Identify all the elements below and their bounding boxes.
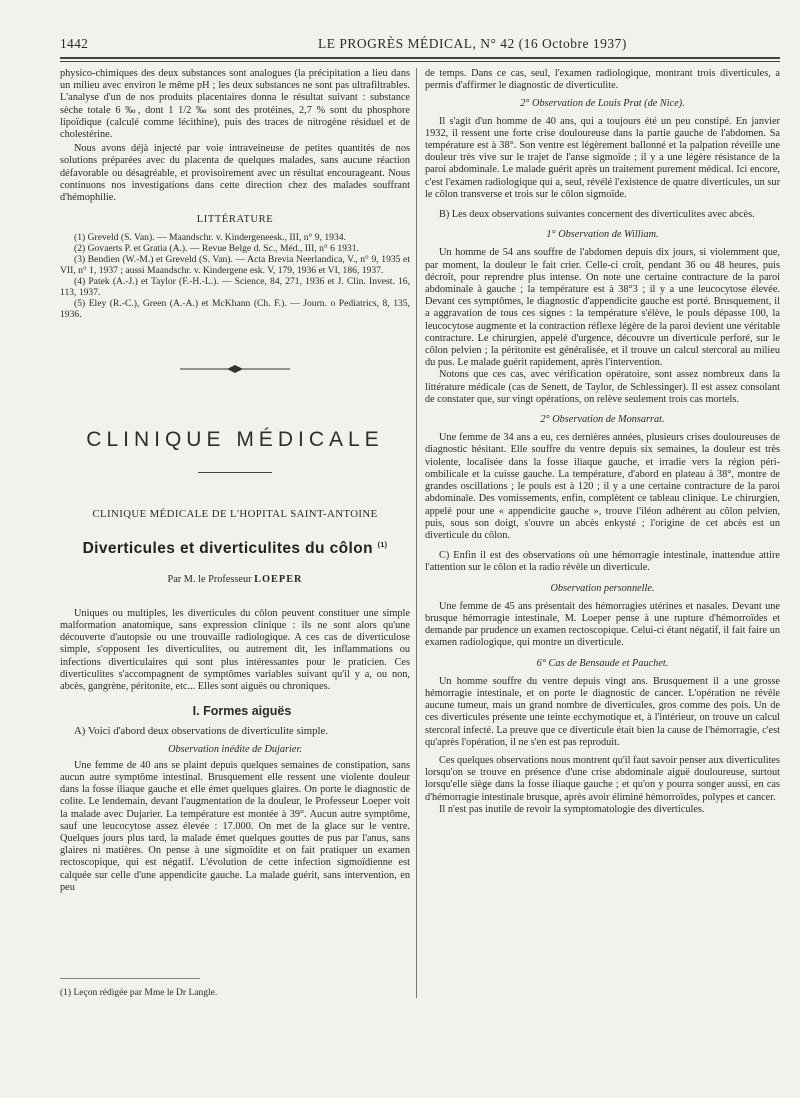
title-footnote-mark: (1): [377, 542, 388, 550]
paragraph: physico-chimiques des deux substances sont analogues (la précipitation a lieu dans un milieu avec environ le même pH ; les deux substances ne sont pas ultrafiltrables. L'analyse d'un de nos produits placentaires donna le résultat suivant : substance sèche totale 6 ‰, dont 1 1/2 ‰ sont des protéines, 2,7 % sont du phosphore lipoïdique (calculé comme lécithine), puis des traces de nitrogène résiduel et de cholestérine.: [60, 68, 410, 141]
running-header: [60, 36, 780, 58]
literature-heading: LITTÉRATURE: [196, 214, 274, 226]
section-title: I. Formes aiguës: [192, 704, 292, 719]
article-title: [60, 540, 410, 558]
observation-title: 1° Observation de William.: [546, 229, 659, 241]
subsection-line: A) Voici d'abord deux observations de diverticulite simple.: [74, 725, 329, 738]
footnote: (1) Leçon rédigée par Mme le Dr Langle.: [60, 988, 218, 998]
observation-title: 2° Observation de Louis Prat (de Nice).: [520, 98, 685, 110]
observation-text: Une femme de 45 ans présentait des hémorragies utérines et nasales. Devant une brusque hémorragie intestinale, M. Loeper pense à une rupture d'hémorroïdes et demande par prudence un examen rectoscopique. Celui-ci étant négatif, il fait faire un examen radiologique, qui montre un diverticule.: [425, 600, 780, 649]
observation-title: 6° Cas de Bensaude et Pauchet.: [536, 657, 669, 669]
paragraph: Nous avons déjà injecté par voie intraveineuse de petites quantités de nos solutions préparées avec du placenta de quelques malades, sans aucune réaction défavorable ou désagréable, et provisoirement avec un résultat encourageant. Nous continuons nos investigations dans cette direction chez des malades souffrant d'hémophilie.: [60, 143, 410, 204]
reference-item: (2) Govaerts P. et Gratia (A.). — Revue Belge d. Sc., Méd., III, n° 6 1931.: [74, 243, 359, 255]
observation-text: Un homme de 54 ans souffre de l'abdomen depuis dix jours, si violemment que, par moment, la douleur le fait crier. Celle-ci croît, pendant 36 ou 48 heures, puis décroît, pour reprendre plus intense. On note une certaine contracture de la paroi abdominale à gauche ; la température est à 38°3 ; il y a une leucocytose élevée. Devant ces symptômes, le diagnostic d'appendicite gauche est porté. Brusquement, il a aggravation de tous ces signes : la température s'élève, le pouls dépasse 100, la leucocytose augmente et la contraction réflexe légère de la paroi devient une véritable contracture. Le chirurgien, appelé d'urgence, découvre un diverticule perforé, sur le côlon pelvien ; la péritonite est généralisée, et il trouve un calcul stercoral au milieu du pus. Le malade guérit rapidement, après l'intervention.: [425, 247, 780, 369]
observation-text: Un homme souffre du ventre depuis vingt ans. Brusquement il a une grosse hémorragie intestinale, et on porte le diagnostic de cancer. L'opération ne révèle aucune tumeur, mais un grand nombre de diverticules, gros comme des pois. Un de ces diverticules présente une teinte ecchymotique et, à l'intérieur, on trouve un calcul stercoral infecté. La preuve que ce diverticule était bien la cause de l'hémorragie, c'est qu'après l'opération, il ne s'en est pas reproduit.: [425, 675, 780, 748]
paragraph: Il n'est pas inutile de revoir la symptomatologie des diverticules.: [439, 803, 705, 815]
reference-item: (4) Patek (A.-J.) et Taylor (F.-H.-L.). — Science, 84, 271, 1936 et J. Clin. Invest. 16, 113, 1937.: [60, 276, 410, 299]
footnote-rule: [60, 978, 200, 979]
header-rule-thin: [60, 61, 780, 62]
ornament-divider: [180, 364, 290, 374]
left-column-top: [60, 68, 410, 320]
article-title-text: Diverticules et diverticulites du côlon: [82, 540, 373, 558]
reference-item: (3) Bendien (W.-M.) et Greveld (S. Van). — Acta Brevia Neerlandica, V., n° 9, 1935 et VII, n° 1, 1937 ; aussi Maandschr. v. Kindergene esk. V, 179, 1936 et VI, 186, 1937.: [60, 254, 410, 277]
page-number: 1442: [60, 36, 89, 51]
reference-item: (1) Greveld (S. Van). — Maandschr. v. Kindergeneesk., III, n° 9, 1934.: [74, 232, 346, 244]
author-line: [60, 574, 410, 586]
paragraph: de temps. Dans ce cas, seul, l'examen radiologique, montrant trois diverticules, a permis d'affirmer le diagnostic de diverticulite.: [425, 68, 780, 92]
observation-text: Il s'agit d'un homme de 40 ans, qui a toujours été un peu constipé. En janvier 1932, il ressent une forte crise douloureuse dans la partie gauche de l'abdomen. Sa température est à 38°. Son ventre est légèrement ballonné et la palpation réveille une douleur très vive sur le trajet de l'anse sigmoïde ; il y a une légère résistance de la paroi abdominale. Le malade guérit après un traitement purement médical. Ici encore, c'est l'examen radiologique qui a, seul, révélé l'existence de quatre diverticules, un sur le côlon transverse et trois sur le côlon sigmoïde.: [425, 115, 780, 200]
observation-title: 2° Observation de Monsarrat.: [540, 414, 665, 426]
author-name: LOEPER: [254, 573, 303, 585]
observation-text: Une femme de 40 ans se plaint depuis quelques semaines de constipation, sans aucun autre symptôme intestinal. Brusquement elle ressent une violente douleur dans la fosse iliaque gauche et elle émet quelques glaires. On porte le diagnostic de colite. Le lendemain, devant l'augmentation de la douleur, le Professeur Loeper voit la malade avec Dujarier. La température est montée à 39°. Aucun autre symptôme, sauf une leucocytose assez élevée : 17.000. On met de la glace sur le ventre. Quelques jours plus tard, la malade émet quelques gouttes de pus par l'anus, sans glaires ni matières. On pense à une sigmoïdite et on fait pratiquer un examen rectoscopique, qui est négatif. L'évolution de cette infection sigmoïdienne est calquée sur celle d'une appendicite gauche. La malade guérit, sans intervention, en peu: [60, 759, 410, 893]
subsection-line: C) Enfin il est des observations où une hémorragie intestinale, inattendue attire l'attention sur le côlon et la radio révèle un diverticule.: [425, 550, 780, 574]
banner-rule: [198, 472, 272, 473]
running-title: LE PROGRÈS MÉDICAL, N° 42 (16 Octobre 1937): [318, 36, 627, 51]
hospital-line: CLINIQUE MÉDICALE DE L'HOPITAL SAINT-ANTOINE: [92, 508, 378, 520]
observation-title: Observation inédite de Dujarier.: [168, 743, 302, 755]
observation-title: Observation personnelle.: [550, 582, 655, 594]
header-rule-thick: [60, 57, 780, 59]
left-column-article: [60, 508, 410, 894]
column-divider: [416, 68, 417, 998]
section-banner: CLINIQUE MÉDICALE: [86, 428, 384, 451]
observation-text: Une femme de 34 ans a eu, ces dernières années, plusieurs crises douloureuses de diagnostic hésitant. Elle souffre du ventre depuis six semaines, la douleur est très violente, localisée dans la fosse iliaque gauche, et irradie vers la région péri-ombilicale et la cuisse gauche. La température, d'abord en plateau à 38°, montre de grandes oscillations ; le pouls est à 120 ; il y a une certaine contracture de la paroi abdominale. Des vomissements, enfin, complètent ce tableau clinique. Le chirurgien, appelé pour une « appendicite gauche », trouve l'iléon adhérent au côlon pelvien, puis, sous son doigt, s'ouvre un abcès enkysté ; l'origine de cet abcès est un diverticule du côlon.: [425, 432, 780, 541]
paragraph: Notons que ces cas, avec vérification opératoire, sont assez nombreux dans la littérature médicale (cas de Senett, de Taylor, de Schlessinger). Il est assez consolant de constater que, sur vingt opérations, on relève seulement trois cas mortels.: [425, 369, 780, 405]
subsection-line: B) Les deux observations suivantes concernent des diverticulites avec abcès.: [439, 209, 755, 221]
reference-item: (5) Eley (R.-C.), Green (A.-A.) et McKhann (Ch. F.). — Journ. o Pediatrics, 8, 135, 1936.: [60, 298, 410, 321]
author-prefix: Par M. le Professeur: [167, 573, 252, 585]
paragraph: Ces quelques observations nous montrent qu'il faut savoir penser aux diverticulites lorsqu'on se trouve en présence d'une crise abdominale aiguë douloureuse, surtout lorsqu'elle siège dans la fosse iliaque gauche ; et qu'on y pourra songer aussi, en cas d'hémorragie intestinale brusque, après avoir éliminé hémorroïdes, polypes et cancer.: [425, 754, 781, 803]
reference-list: [60, 232, 410, 320]
intro-paragraph: Uniques ou multiples, les diverticules du côlon peuvent constituer une simple malformation anatomique, sans expression clinique : ils ne sont alors qu'une découverte d'autopsie ou une trouvaille radiologique. A ces cas de diverticulose simple, s'opposent les diverticulites, ou autrement dit, les inflammations ou infections diverticulaires qui sont plus intéressantes pour le praticien. Ces diverticulites s'accompagnent de symptômes variables suivant qu'il y a, ou non, abcès, gangrène, péritonite, etc... Elles sont aiguës ou chroniques.: [60, 607, 410, 692]
right-column: [425, 68, 780, 816]
